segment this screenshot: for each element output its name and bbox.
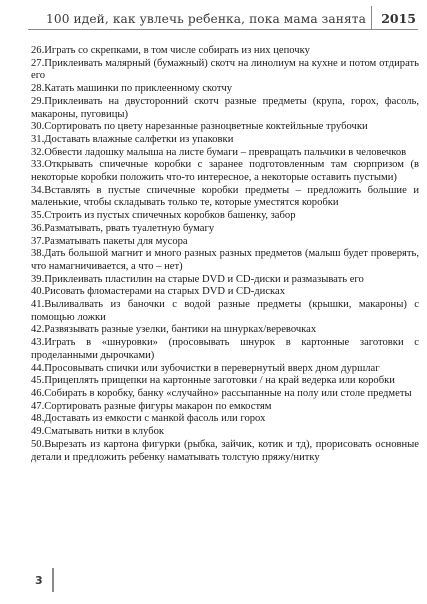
list-item: 34.Вставлять в пустые спичечные коробки предметы – предложить большие и маленькие, чтобы складывать только те, которые уместятся коробки <box>31 184 419 209</box>
list-item: 47.Сортировать разные фигуры макарон по емкостям <box>31 400 272 412</box>
list-item: 41.Выливалвать из баночки с водой разные предметы (крышки, макароны) с помощью ложки <box>31 299 419 323</box>
list-item: 29.Приклеивать на двусторонний скотч разные предметы (крупа, горох, фасоль, макароны, пуговицы) <box>31 95 419 120</box>
list-item: 43.Играть в «шнуровки» (просовывать шнурок в картонные заготовки с проделанными дырочками) <box>31 337 419 361</box>
page-number: 3 <box>35 574 43 587</box>
page-header <box>28 6 418 30</box>
list-item: 37.Разматывать пакеты для мусора <box>31 235 188 247</box>
ideas-list <box>31 45 419 464</box>
list-item: 32.Обвести ладошку малыша на листе бумаги – превращать пальчики в человечков <box>31 146 407 158</box>
footer-divider <box>52 568 54 592</box>
list-item: 45.Прицеплять прищепки на картонные заготовки / на край ведерка или коробки <box>31 375 395 387</box>
document-title: 100 идей, как увлечь ребенка, пока мама занята <box>45 12 366 26</box>
list-item: 48.Доставать из емкости с манкой фасоль или горох <box>31 413 266 425</box>
list-item: 39.Приклеивать пластилин на старые DVD и CD-диски и размазывать его <box>31 273 364 285</box>
list-item: 26.Играть со скрепками, в том числе собирать из них цепочку <box>31 45 310 56</box>
list-item: 38.Дать большой магнит и много разных разных предметов (малыш будет проверять, что намагничивается, а что – нет) <box>31 248 419 272</box>
header-divider <box>371 6 373 30</box>
list-item: 44.Просовывать спички или зубочистки в перевернутый вверх дном дуршлаг <box>31 362 380 374</box>
list-item: 36.Разматывать, рвать туалетную бумагу <box>31 222 215 234</box>
list-item: 35.Строить из пустых спичечных коробков башенку, забор <box>31 210 296 222</box>
list-item: 49.Сматывать нитки в клубок <box>31 426 165 438</box>
list-item: 28.Катать машинки по приклеенному скотчу <box>31 83 233 95</box>
list-item: 30.Сортировать по цвету нарезанные разноцветные коктейльные трубочки <box>31 121 368 133</box>
list-item: 46.Собирать в коробку, банку «случайно» рассыпанные на полу или столе предметы <box>31 387 412 399</box>
list-item: 27.Приклеивать малярный (бумажный) скотч на линолиум на кухне и потом отдирать его <box>31 57 419 82</box>
list-item: 42.Развязывать разные узелки, бантики на шнурках/веревочках <box>31 324 317 336</box>
list-item: 40.Рисовать фломастерами на старых DVD и CD-дисках <box>31 286 286 298</box>
document-year: 2015 <box>381 11 416 26</box>
list-item: 50.Вырезать из картона фигурки (рыбка, зайчик, котик и тд), прорисовать основные детали и предложить ребенку наматывать толстую пряжу/нитку <box>31 438 419 463</box>
page-footer <box>28 568 88 594</box>
list-item: 33.Открывать спичечные коробки с заранее подготовленным там сюрпризом (в некоторые коробки положить что-то интересное, а некоторые оставить пустыми) <box>31 159 419 184</box>
list-item: 31.Доставать влажные салфетки из упаковки <box>31 133 234 145</box>
